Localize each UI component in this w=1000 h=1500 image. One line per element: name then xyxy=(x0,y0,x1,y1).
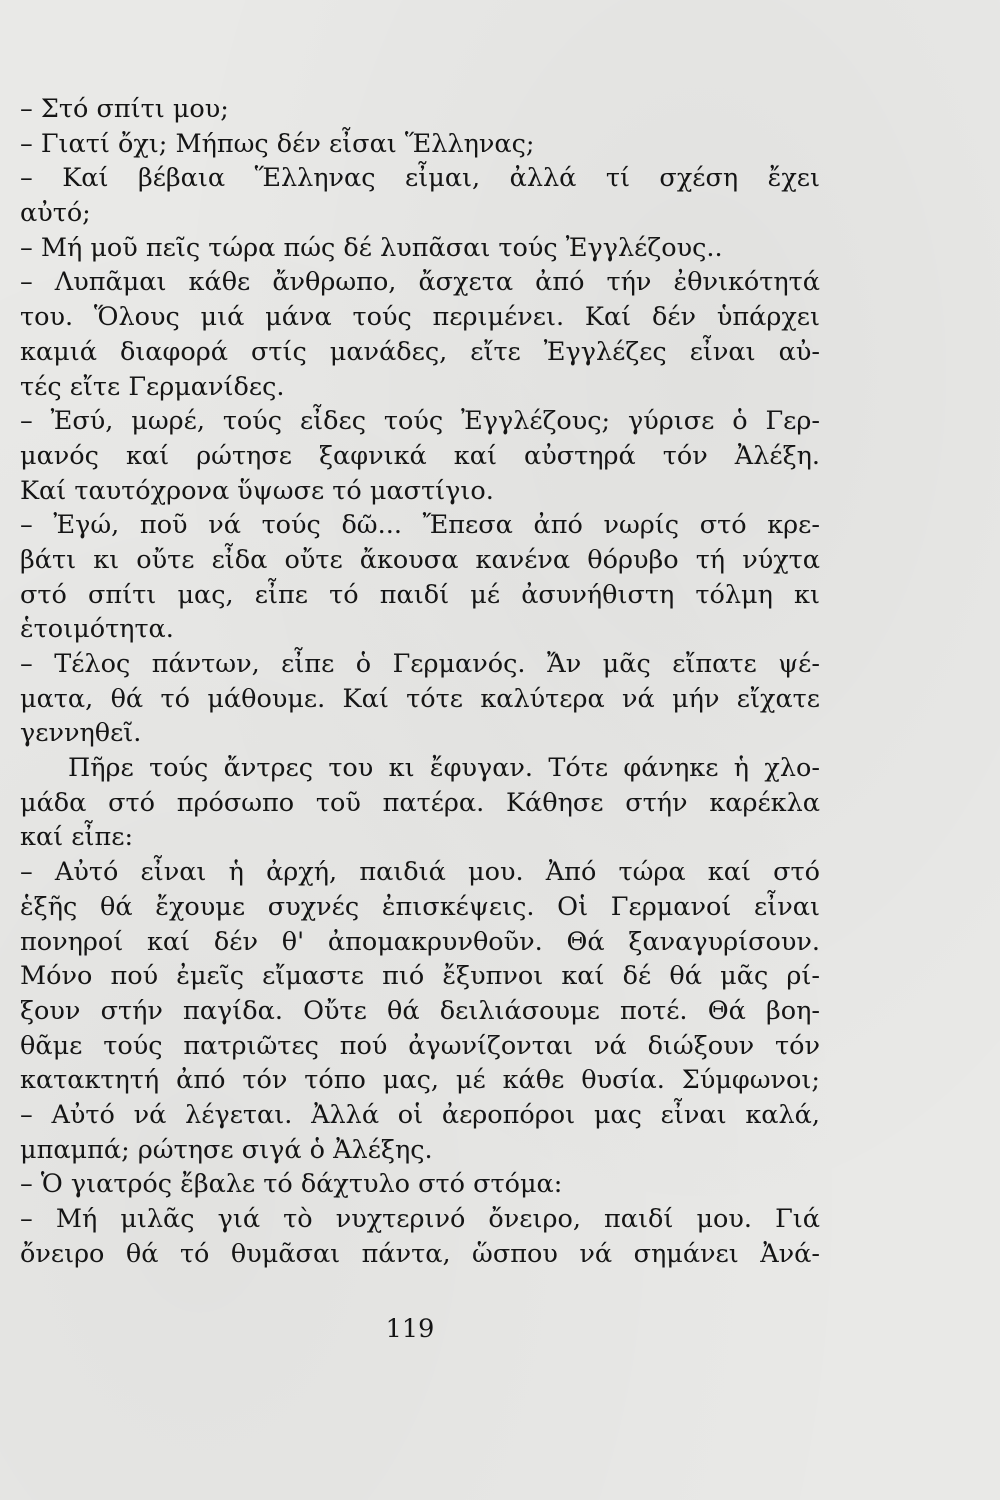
text-line: – Καί βέβαια Ἕλληνας εἶμαι, ἀλλά τί σχέση ἔχει xyxy=(20,163,820,194)
text-line: βάτι κι οὔτε εἶδα οὔτε ἄκουσα κανένα θόρυβο τή νύχτα xyxy=(20,544,820,575)
text-line: Μόνο πού ἐμεῖς εἴμαστε πιό ἔξυπνοι καί δέ θά μᾶς ρί- xyxy=(20,961,820,992)
text-line: – Ὁ γιατρός ἔβαλε τό δάχτυλο στό στόμα: xyxy=(20,1169,563,1200)
text-line: – Τέλος πάντων, εἶπε ὁ Γερμανός. Ἄν μᾶς εἴπατε ψέ- xyxy=(20,649,820,679)
text-line: μάδα στό πρόσωπο τοῦ πατέρα. Κάθησε στήν καρέκλα xyxy=(20,787,820,818)
text-line: – Ἐγώ, ποῦ νά τούς δῶ... Ἔπεσα ἀπό νωρίς στό κρε- xyxy=(20,510,820,541)
text-line: του. Ὅλους μιά μάνα τούς περιμένει. Καί δέν ὑπάρχει xyxy=(20,302,820,333)
text-line: – Μή μιλᾶς γιά τὸ νυχτερινό ὄνειρο, παιδί μου. Γιά xyxy=(20,1204,820,1234)
text-line: τές εἴτε Γερμανίδες. xyxy=(20,371,285,402)
body-text xyxy=(20,92,820,1271)
text-line: πονηροί καί δέν θ' ἀπομακρυνθοῦν. Θά ξαναγυρίσουν. xyxy=(20,926,820,957)
text-line: ξουν στήν παγίδα. Οὔτε θά δειλιάσουμε ποτέ. Θά βοη- xyxy=(20,995,820,1026)
text-line: – Στό σπίτι μου; xyxy=(20,94,229,124)
text-line: στό σπίτι μας, εἶπε τό παιδί μέ ἀσυνήθιστη τόλμη κι xyxy=(20,579,820,610)
text-line: – Ἐσύ, μωρέ, τούς εἶδες τούς Ἐγγλέζους; γύρισε ὁ Γερ- xyxy=(20,406,820,437)
text-line: – Αὐτό εἶναι ἡ ἀρχή, παιδιά μου. Ἀπό τώρα καί στό xyxy=(20,857,820,888)
text-line: Καί ταυτόχρονα ὕψωσε τό μαστίγιο. xyxy=(20,475,494,506)
text-line: αὐτό; xyxy=(20,198,91,229)
text-line: ὄνειρο θά τό θυμᾶσαι πάντα, ὥσπου νά σημάνει Ἀνά- xyxy=(20,1238,820,1269)
text-line: θᾶμε τούς πατριῶτες πού ἀγωνίζονται νά διώξουν τόν xyxy=(20,1030,820,1061)
text-line: ἑξῆς θά ἔχουμε συχνές ἐπισκέψεις. Οἱ Γερμανοί εἶναι xyxy=(20,891,820,922)
text-line: Πῆρε τούς ἄντρες του κι ἔφυγαν. Τότε φάνηκε ἡ χλο- xyxy=(68,753,820,784)
text-line: μανός καί ρώτησε ξαφνικά καί αὐστηρά τόν Ἀλέξη. xyxy=(20,440,820,471)
text-line: καί εἶπε: xyxy=(20,822,134,853)
text-line: κατακτητή ἀπό τόν τόπο μας, μέ κάθε θυσία. Σύμφωνοι; xyxy=(20,1065,820,1096)
text-line: – Μή μοῦ πεῖς τώρα πώς δέ λυπᾶσαι τούς Ἐγγλέζους.. xyxy=(20,232,723,263)
text-line: μπαμπά; ρώτησε σιγά ὁ Ἀλέξης. xyxy=(20,1134,433,1165)
text-line: γεννηθεῖ. xyxy=(20,718,142,749)
text-line: – Λυπᾶμαι κάθε ἄνθρωπο, ἄσχετα ἀπό τήν ἐθνικότητά xyxy=(20,267,820,298)
text-line: ματα, θά τό μάθουμε. Καί τότε καλύτερα νά μήν εἴχατε xyxy=(20,683,820,714)
text-line: καμιά διαφορά στίς μανάδες, εἴτε Ἐγγλέζες εἶναι αὐ- xyxy=(20,336,820,367)
page-number: 119 xyxy=(385,1314,435,1344)
text-line: – Γιατί ὄχι; Μήπως δέν εἶσαι Ἕλληνας; xyxy=(20,128,535,159)
text-line: ἑτοιμότητα. xyxy=(20,614,174,645)
text-line: – Αὐτό νά λέγεται. Ἀλλά οἱ ἀεροπόροι μας εἶναι καλά, xyxy=(20,1099,820,1130)
